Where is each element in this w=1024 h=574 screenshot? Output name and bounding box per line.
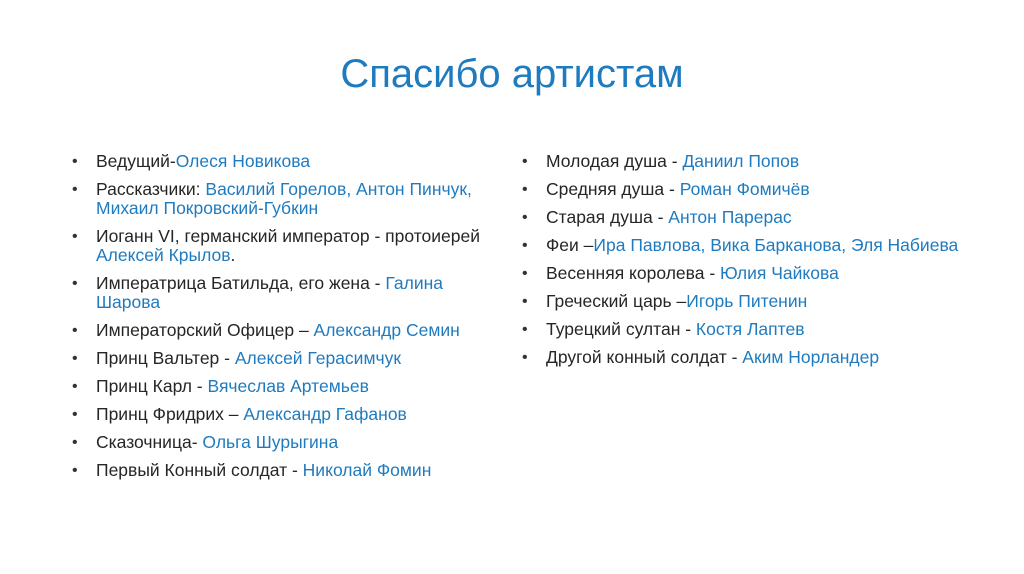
bullet-icon: • bbox=[522, 265, 528, 282]
list-item bbox=[520, 292, 960, 311]
bullet-icon: • bbox=[72, 406, 78, 423]
actor-name: Галина Шарова bbox=[96, 273, 443, 312]
actor-name: Роман Фомичёв bbox=[679, 179, 810, 199]
list-item bbox=[520, 152, 960, 171]
list-item bbox=[70, 152, 490, 171]
actor-name: Аким Норландер bbox=[742, 347, 880, 367]
bullet-icon: • bbox=[72, 181, 78, 198]
list-item bbox=[70, 349, 490, 368]
role-label: Императорский Офицер – bbox=[96, 320, 314, 340]
bullet-icon: • bbox=[522, 293, 528, 310]
list-item bbox=[70, 461, 490, 480]
bullet-icon: • bbox=[522, 349, 528, 366]
actor-name: Ольга Шурыгина bbox=[202, 432, 339, 452]
actor-name: Юлия Чайкова bbox=[720, 263, 839, 283]
bullet-icon: • bbox=[522, 181, 528, 198]
role-label: Принц Фридрих – bbox=[96, 404, 244, 424]
list-item bbox=[70, 321, 490, 340]
cast-list-right bbox=[520, 152, 960, 376]
role-label: Принц Карл - bbox=[96, 376, 208, 396]
bullet-icon: • bbox=[522, 237, 528, 254]
actor-name: Игорь Питенин bbox=[686, 291, 808, 311]
role-label: Ведущий- bbox=[96, 151, 176, 171]
role-label: Императрица Батильда, его жена - bbox=[96, 273, 386, 293]
bullet-icon: • bbox=[72, 275, 78, 292]
bullet-icon: • bbox=[72, 378, 78, 395]
actor-name: Александр Семин bbox=[313, 320, 460, 340]
bullet-icon: • bbox=[522, 321, 528, 338]
actor-name: Даниил Попов bbox=[682, 151, 800, 171]
role-label: Первый Конный солдат - bbox=[96, 460, 303, 480]
slide-title: Спасибо артистам bbox=[340, 52, 684, 96]
actor-name: Костя Лаптев bbox=[695, 319, 805, 339]
list-item bbox=[70, 433, 490, 452]
role-label: Сказочница- bbox=[96, 432, 203, 452]
list-item bbox=[520, 320, 960, 339]
role-label: Другой конный солдат - bbox=[546, 347, 743, 367]
role-label: Весенняя королева - bbox=[546, 263, 721, 283]
role-label: Старая душа - bbox=[546, 207, 669, 227]
bullet-icon: • bbox=[72, 153, 78, 170]
role-label: Турецкий султан - bbox=[546, 319, 696, 339]
list-item bbox=[70, 227, 490, 265]
bullet-icon: • bbox=[72, 350, 78, 367]
actor-name: Александр Гафанов bbox=[243, 404, 407, 424]
list-item bbox=[70, 274, 490, 312]
actor-name: Антон Парерас bbox=[668, 207, 792, 227]
list-item bbox=[520, 208, 960, 227]
role-suffix: . bbox=[230, 245, 236, 265]
bullet-icon: • bbox=[522, 153, 528, 170]
bullet-icon: • bbox=[72, 434, 78, 451]
role-label: Феи – bbox=[546, 235, 594, 255]
actor-name: Николай Фомин bbox=[302, 460, 432, 480]
actor-name: Алексей Герасимчук bbox=[234, 348, 402, 368]
role-label: Средняя душа - bbox=[546, 179, 680, 199]
bullet-icon: • bbox=[72, 228, 78, 245]
bullet-icon: • bbox=[72, 462, 78, 479]
list-item bbox=[70, 180, 490, 218]
actor-name: Вячеслав Артемьев bbox=[207, 376, 369, 396]
role-label: Греческий царь – bbox=[546, 291, 687, 311]
actor-name: Алексей Крылов bbox=[96, 245, 231, 265]
list-item bbox=[70, 377, 490, 396]
role-label: Принц Вальтер - bbox=[96, 348, 235, 368]
list-item bbox=[520, 180, 960, 199]
cast-list-left bbox=[70, 152, 490, 489]
list-item bbox=[520, 264, 960, 283]
actor-name: Василий Горелов, Антон Пинчук, Михаил Покровский-Губкин bbox=[96, 179, 472, 218]
list-item bbox=[520, 348, 960, 367]
bullet-icon: • bbox=[72, 322, 78, 339]
list-item bbox=[70, 405, 490, 424]
role-label: Иоганн VI, германский император - протоиерей bbox=[96, 226, 480, 246]
role-label: Рассказчики: bbox=[96, 179, 206, 199]
list-item bbox=[520, 236, 960, 255]
bullet-icon: • bbox=[522, 209, 528, 226]
actor-name: Ира Павлова, Вика Барканова, Эля Набиева bbox=[593, 235, 959, 255]
actor-name: Олеся Новикова bbox=[175, 151, 311, 171]
role-label: Молодая душа - bbox=[546, 151, 683, 171]
